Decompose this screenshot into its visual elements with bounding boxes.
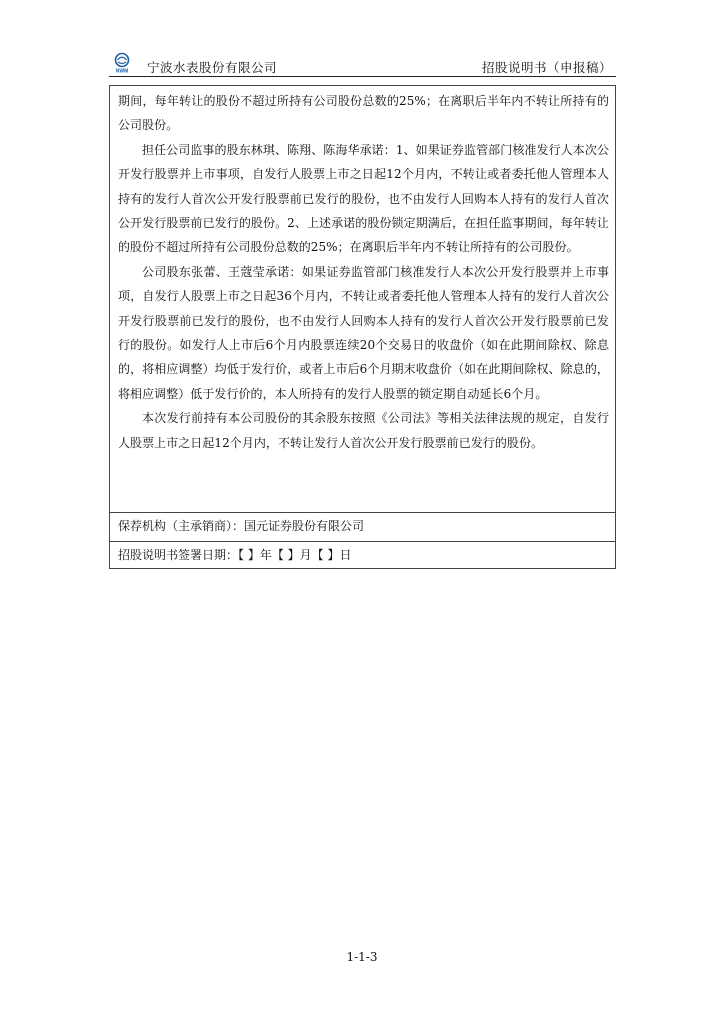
commitments-cell — [110, 86, 615, 512]
page-header — [109, 56, 616, 77]
signing-date-row: 招股说明书签署日期：【 】年【 】月【 】日 — [110, 541, 615, 569]
paragraph-supervisors-commitment: 担任公司监事的股东林琪、陈翔、陈海华承诺：1、如果证券监管部门核准发行人本次公开发行股票并上市事项，自发行人股票上市之日起12个月内，不转让或者委托他人管理本人持有的发行人首次公开发行股票前已发行的股份，也不由发行人回购本人持有的发行人首次公开发行股票前已发行的股份。2、上述承诺的股份锁定期满后，在担任监事期间，每年转让的股份不超过所持有公司股份总数的25%；在离职后半年内不转让所持有的公司股份。 — [118, 142, 609, 255]
sponsor-row: 保荐机构（主承销商）：国元证券股份有限公司 — [110, 512, 615, 540]
company-logo-icon — [111, 52, 133, 74]
content-table — [109, 85, 616, 569]
paragraph-shareholders-commitment: 公司股东张蕾、王蔻莹承诺：如果证券监管部门核准发行人本次公开发行股票并上市事项，自发行人股票上市之日起36个月内，不转让或者委托他人管理本人持有的发行人首次公开发行股票前已发行的股份，也不由发行人回购本人持有的发行人首次公开发行股票前已发行的股份。如发行人上市后6个月内股票连续20个交易日的收盘价（如在此期间除权、除息的，将相应调整）均低于发行价，或者上市后6个月期末收盘价（如在此期间除权、除息的，将相应调整）低于发行价的，本人所持有的发行人股票的锁定期自动延长6个月。 — [118, 264, 609, 401]
company-name: 宁波水表股份有限公司 — [147, 60, 278, 75]
document-title: 招股说明书（申报稿） — [481, 60, 612, 75]
paragraph-other-shareholders: 本次发行前持有本公司股份的其余股东按照《公司法》等相关法律法规的规定，自发行人股票上市之日起12个月内，不转让发行人首次公开发行股票前已发行的股份。 — [118, 411, 609, 450]
page-number: 1-1-3 — [346, 950, 378, 964]
logo-text: NWM — [115, 68, 129, 74]
paragraph-continuation: 期间，每年转让的股份不超过所持有公司股份总数的25%；在离职后半年内不转让所持有的公司股份。 — [118, 94, 609, 133]
